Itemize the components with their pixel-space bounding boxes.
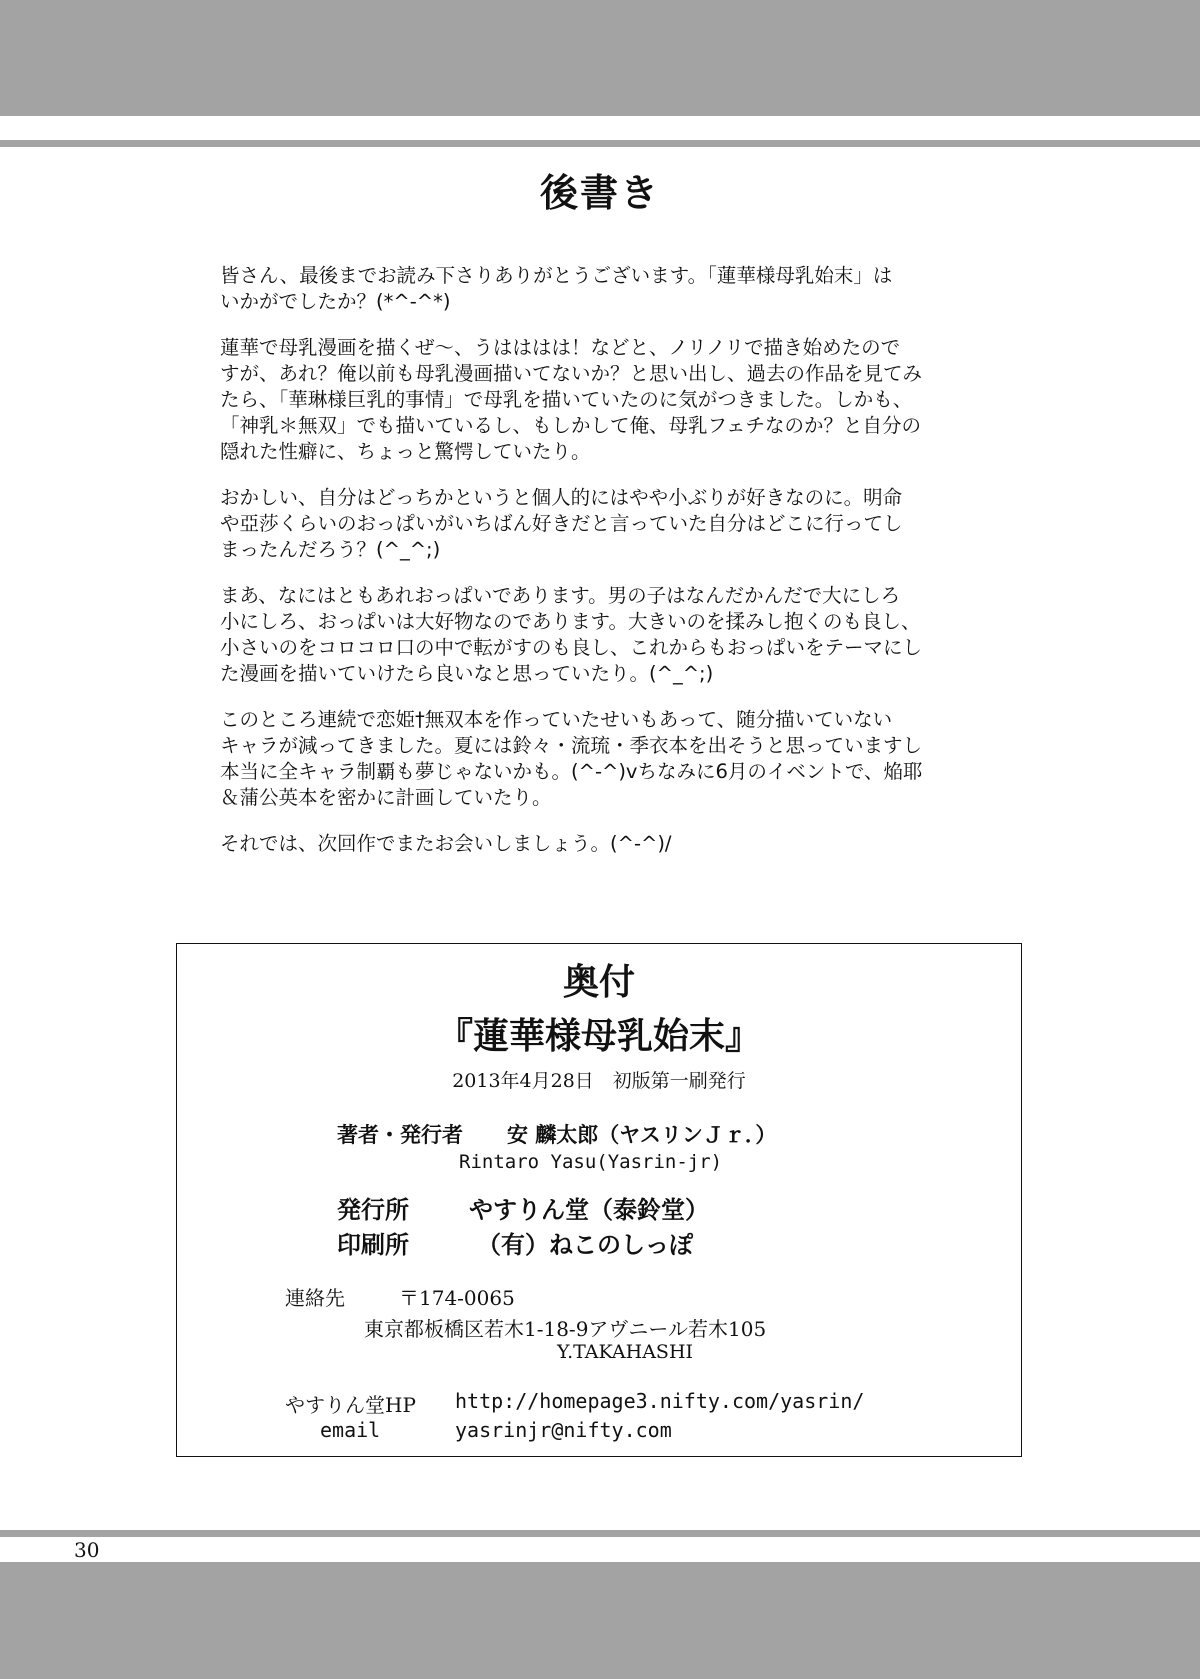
- address: 東京都板橋区若木1-18-9アヴニール若木105: [364, 1317, 767, 1341]
- homepage-url[interactable]: http://homepage3.nifty.com/yasrin/: [455, 1389, 865, 1413]
- postal-code: 〒174-0065: [399, 1286, 515, 1310]
- printer-value: （有）ねこのしっぽ: [477, 1231, 693, 1259]
- top-rule: [0, 140, 1200, 147]
- afterword-paragraph-1: 皆さん、最後までお読み下さりありがとうございます。「蓮華様母乳始末」は いかがでしたか？(*^-^*): [220, 264, 893, 313]
- contact-name: Y.TAKAHASHI: [557, 1341, 694, 1363]
- afterword-paragraph-5: このところ連続で恋姫†無双本を作っていたせいもあって、随分描いていない キャラが減ってきました。夏には鈴々・流琉・季衣本を出そうと思っていますし 本当に全キャラ制覇も夢じゃないかも。(^-^)vちなみに6月のイベントで、焔耶 ＆蒲公英本を密かに計画していたり。: [220, 708, 923, 809]
- afterword-body: [220, 263, 980, 877]
- colophon-box: [176, 943, 1022, 1457]
- publication-date: 2013年4月28日 初版第一刷発行: [452, 1070, 746, 1092]
- publisher-label: 発行所: [337, 1196, 409, 1224]
- afterword-paragraph-2: 蓮華で母乳漫画を描くぜ〜、うはははは！などと、ノリノリで描き始めたので すが、あれ？俺以前も母乳漫画描いてないか？と思い出し、過去の作品を見てみ たら、「華琳様巨乳的事情」で母乳を描いていたのに気がつきました。しかも、 「神乳＊無双」でも描いているし、もしかして俺、母乳フェチなのか？と自分の 隠れた性癖に、ちょっと驚愕していたり。: [220, 336, 923, 463]
- afterword-paragraph-4: まあ、なにはともあれおっぱいであります。男の子はなんだかんだで大にしろ 小にしろ、おっぱいは大好物なのであります。大きいのを揉みし抱くのも良し、 小さいのをコロコロ口の中で転がすのも良し、これからもおっぱいをテーマにし た漫画を描いていけたら良いなと思っていたり。(^_^;): [220, 584, 923, 685]
- bottom-gray-band: [0, 1562, 1200, 1679]
- author-name: 安 麟太郎（ヤスリンＪｒ．）: [507, 1123, 777, 1147]
- email-label: email: [320, 1418, 381, 1442]
- afterword-title: 後書き: [539, 171, 660, 215]
- afterword-paragraph-3: おかしい、自分はどっちかというと個人的にはやや小ぶりが好きなのに。明命 や亞莎くらいのおっぱいがいちばん好きだと言っていた自分はどこに行ってし まったんだろう？(^_^;): [220, 486, 903, 561]
- email-address[interactable]: yasrinjr@nifty.com: [455, 1418, 672, 1442]
- homepage-label: やすりん堂HP: [285, 1393, 416, 1417]
- author-label: 著者・発行者: [337, 1123, 463, 1147]
- afterword-paragraph-6: それでは、次回作でまたお会いしましょう。(^-^)/: [220, 832, 672, 855]
- colophon-heading: 奥付: [562, 961, 635, 1003]
- book-title: 『蓮華様母乳始末』: [436, 1015, 761, 1057]
- printer-label: 印刷所: [337, 1231, 409, 1259]
- top-gray-band: [0, 0, 1200, 116]
- bottom-rule: [0, 1530, 1200, 1537]
- author-romaji: Rintaro Yasu(Yasrin-jr): [459, 1151, 723, 1173]
- publisher-value: やすりん堂（泰鈴堂）: [469, 1196, 709, 1224]
- page-number: 30: [74, 1538, 100, 1562]
- contact-label: 連絡先: [285, 1286, 345, 1310]
